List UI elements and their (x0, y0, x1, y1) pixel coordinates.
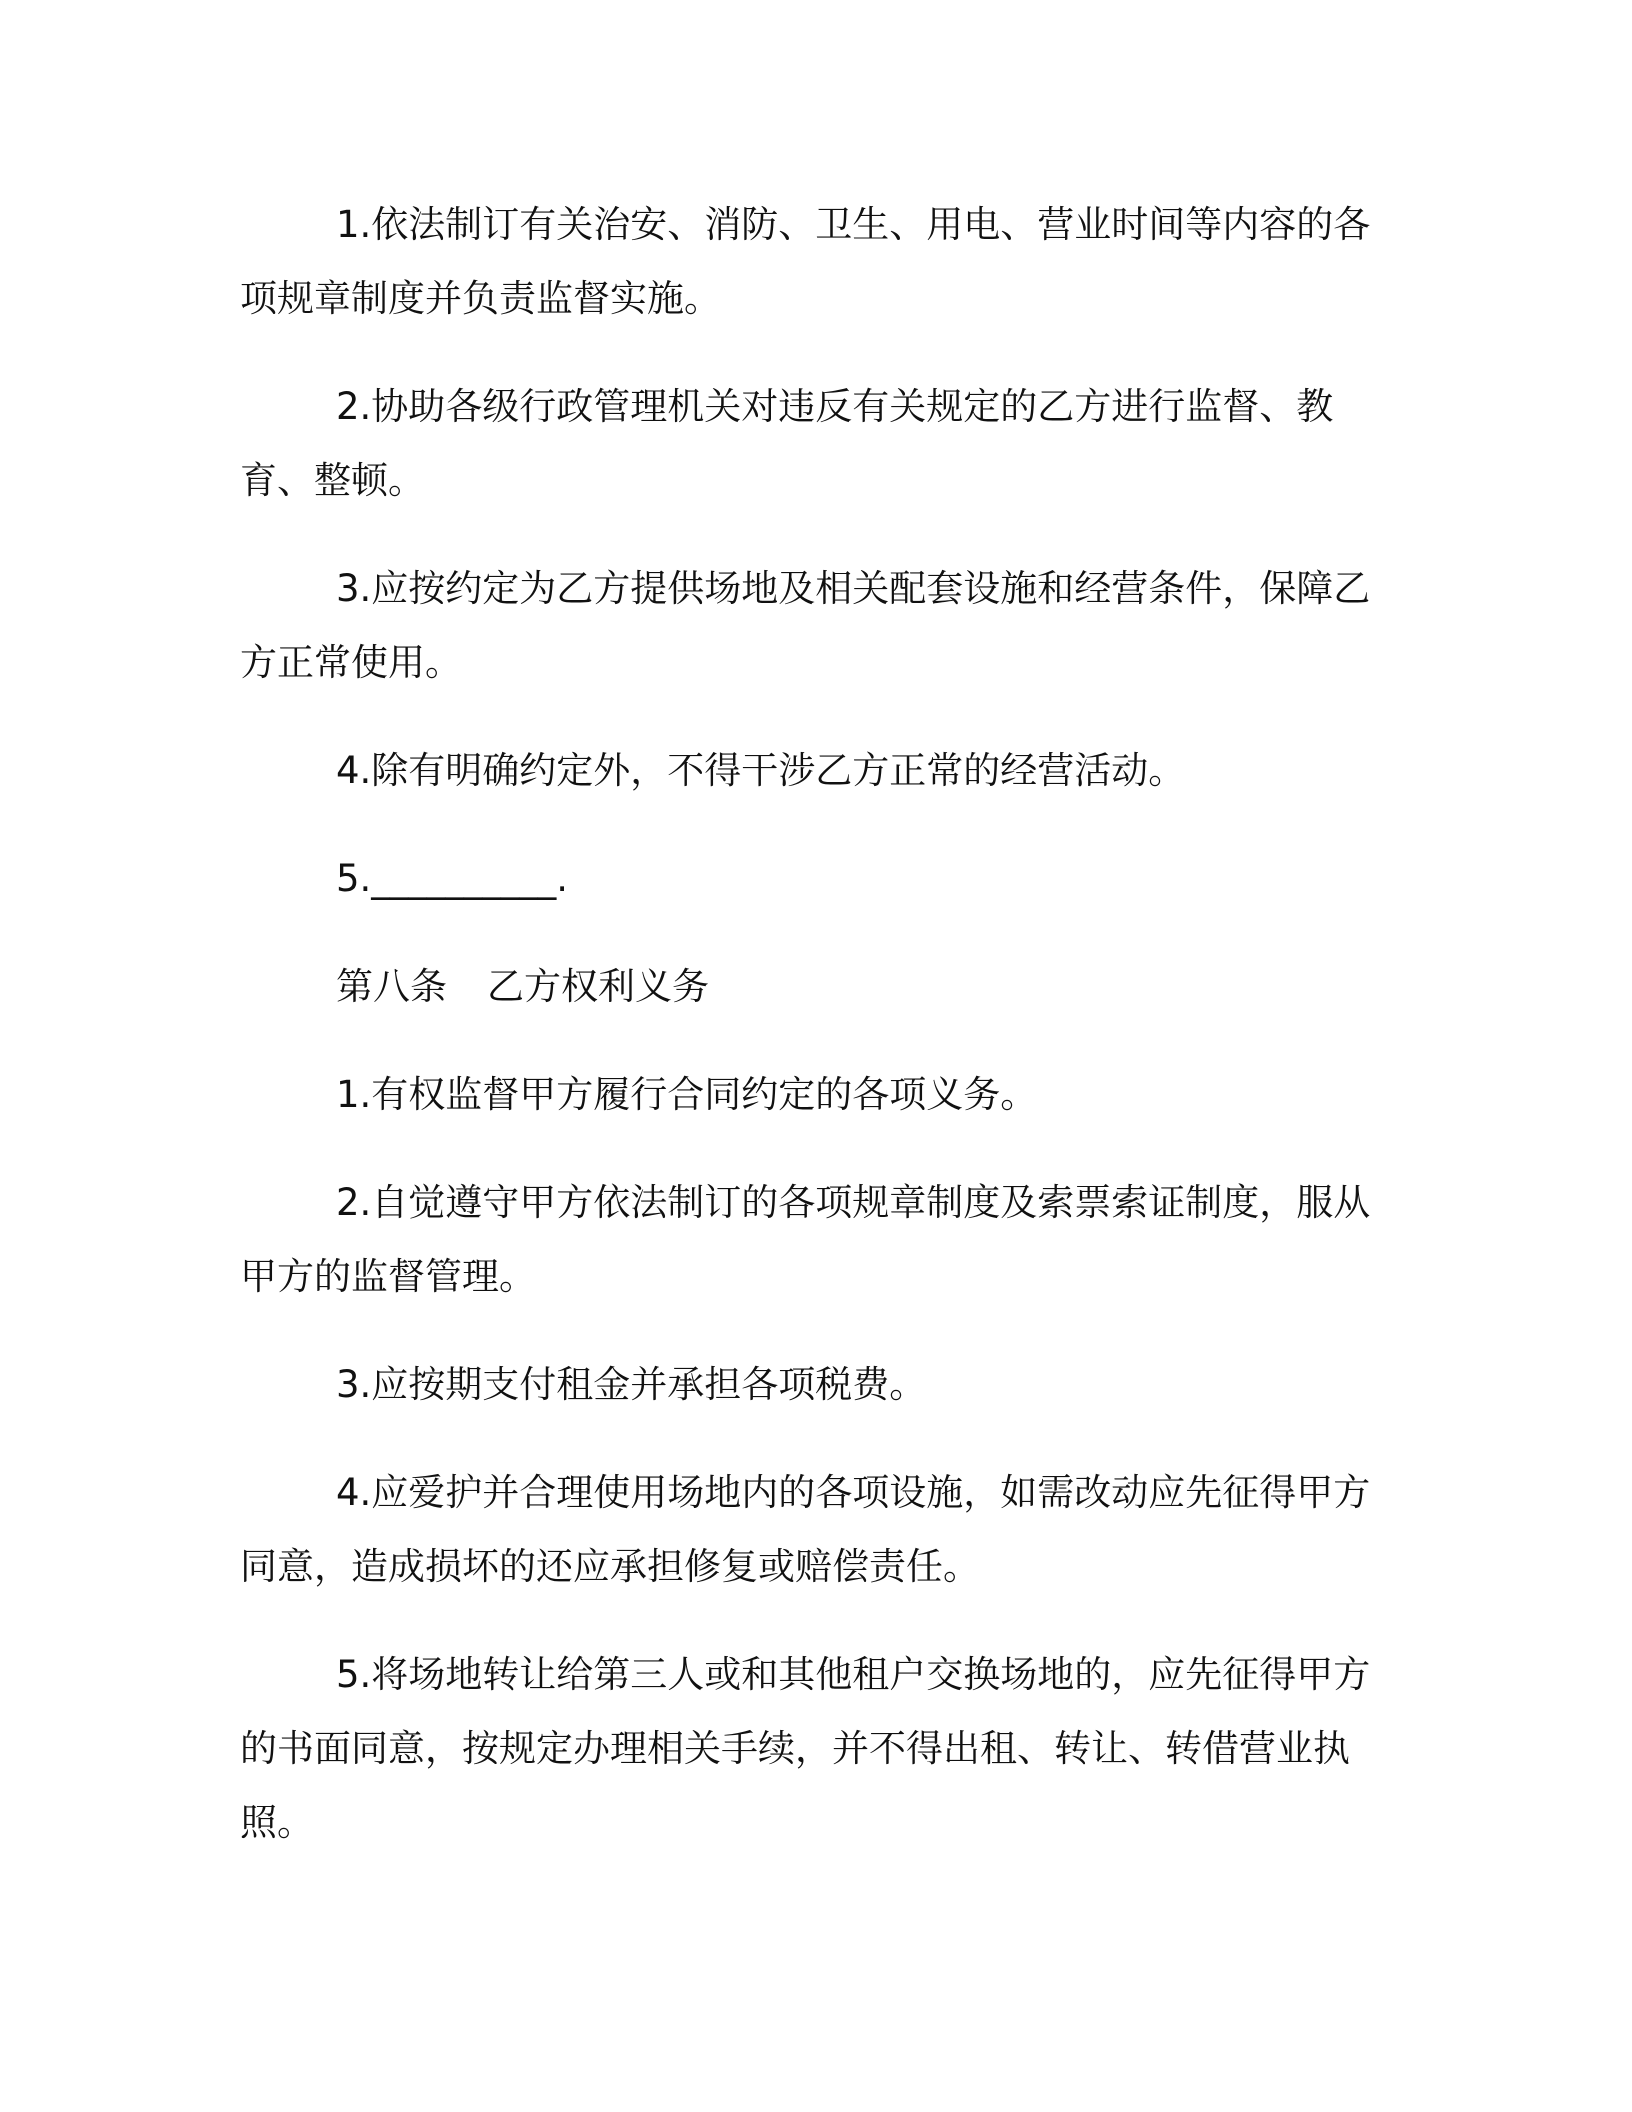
party-b-right-1: 1.有权监督甲方履行合同约定的各项义务。 (336, 1073, 1038, 1116)
article-8-heading (240, 950, 1400, 1024)
party-b-duty-3: 3.应按期支付租金并承担各项税费。 (336, 1363, 927, 1406)
party-b-duty-5: 5.将场地转让给第三人或和其他租户交换场地的，应先征得甲方的书面同意，按规定办理相关手续，并不得出租、转让、转借营业执照。 (240, 1653, 1371, 1844)
party-b-duty-2: 2.自觉遵守甲方依法制订的各项规章制度及索票索证制度，服从甲方的监督管理。 (240, 1181, 1371, 1298)
party-a-obligation-3: 3.应按约定为乙方提供场地及相关配套设施和经营条件，保障乙方正常使用。 (240, 567, 1371, 684)
party-a-obligation-4: 4.除有明确约定外，不得干涉乙方正常的经营活动。 (336, 749, 1186, 792)
article-8-title: 乙方权利义务 (487, 965, 709, 1008)
party-a-obligation-5-blank: 5.__________. (336, 857, 569, 900)
document-body (240, 188, 1400, 1894)
party-a-obligation-1: 1.依法制订有关治安、消防、卫生、用电、营业时间等内容的各项规章制度并负责监督实施。 (240, 203, 1371, 320)
article-8-number: 第八条 (336, 965, 447, 1008)
party-b-duty-4: 4.应爱护并合理使用场地内的各项设施，如需改动应先征得甲方同意，造成损坏的还应承担修复或赔偿责任。 (240, 1471, 1371, 1588)
party-a-obligation-2: 2.协助各级行政管理机关对违反有关规定的乙方进行监督、教育、整顿。 (240, 385, 1334, 502)
